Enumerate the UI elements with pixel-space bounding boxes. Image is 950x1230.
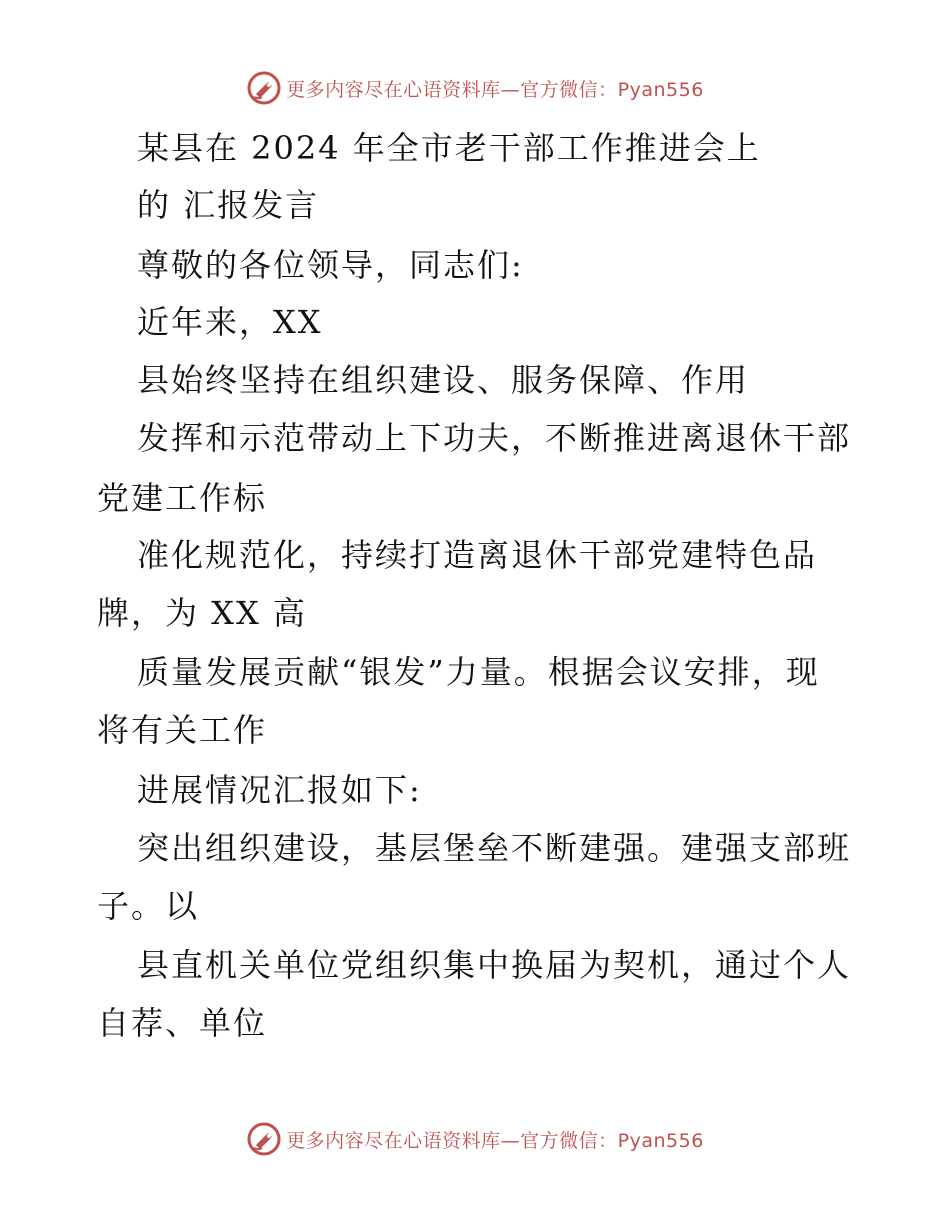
text-line: 子。以 (97, 887, 200, 925)
text-line: 牌，为 XX 高 (97, 594, 307, 632)
footer-watermark (0, 1121, 950, 1157)
text-line: 的 汇报发言 (137, 186, 320, 224)
text-line: 进展情况汇报如下: (137, 771, 422, 809)
text-line: 准化规范化，持续打造离退休干部党建特色品 (137, 536, 818, 574)
text-line: 突出组织建设，基层堡垒不断建强。建强支部班 (137, 829, 852, 867)
text-line: 某县在 2024 年全市老干部工作推进会上 (137, 129, 761, 167)
text-line: 发挥和示范带动上下功夫，不断推进离退休干部 (137, 419, 852, 457)
text-line: 将有关工作 (97, 711, 268, 749)
pen-nib-circle-icon (246, 70, 282, 106)
text-line: 县直机关单位党组织集中换届为契机，通过个人 (137, 946, 852, 984)
watermark-text: 更多内容尽在心语资料库—官方微信：Pyan556 (286, 1129, 704, 1152)
text-line: 自荐、单位 (97, 1004, 268, 1042)
text-line: 近年来，XX (137, 303, 323, 341)
pen-nib-circle-icon (246, 1121, 282, 1157)
text-line: 党建工作标 (97, 479, 268, 517)
text-line: 尊敬的各位领导，同志们: (137, 246, 524, 284)
text-line: 县始终坚持在组织建设、服务保障、作用 (137, 361, 750, 399)
text-line: 质量发展贡献“银发”力量。根据会议安排，现 (137, 653, 820, 691)
header-watermark (0, 70, 950, 106)
watermark-text: 更多内容尽在心语资料库—官方微信：Pyan556 (286, 78, 704, 101)
